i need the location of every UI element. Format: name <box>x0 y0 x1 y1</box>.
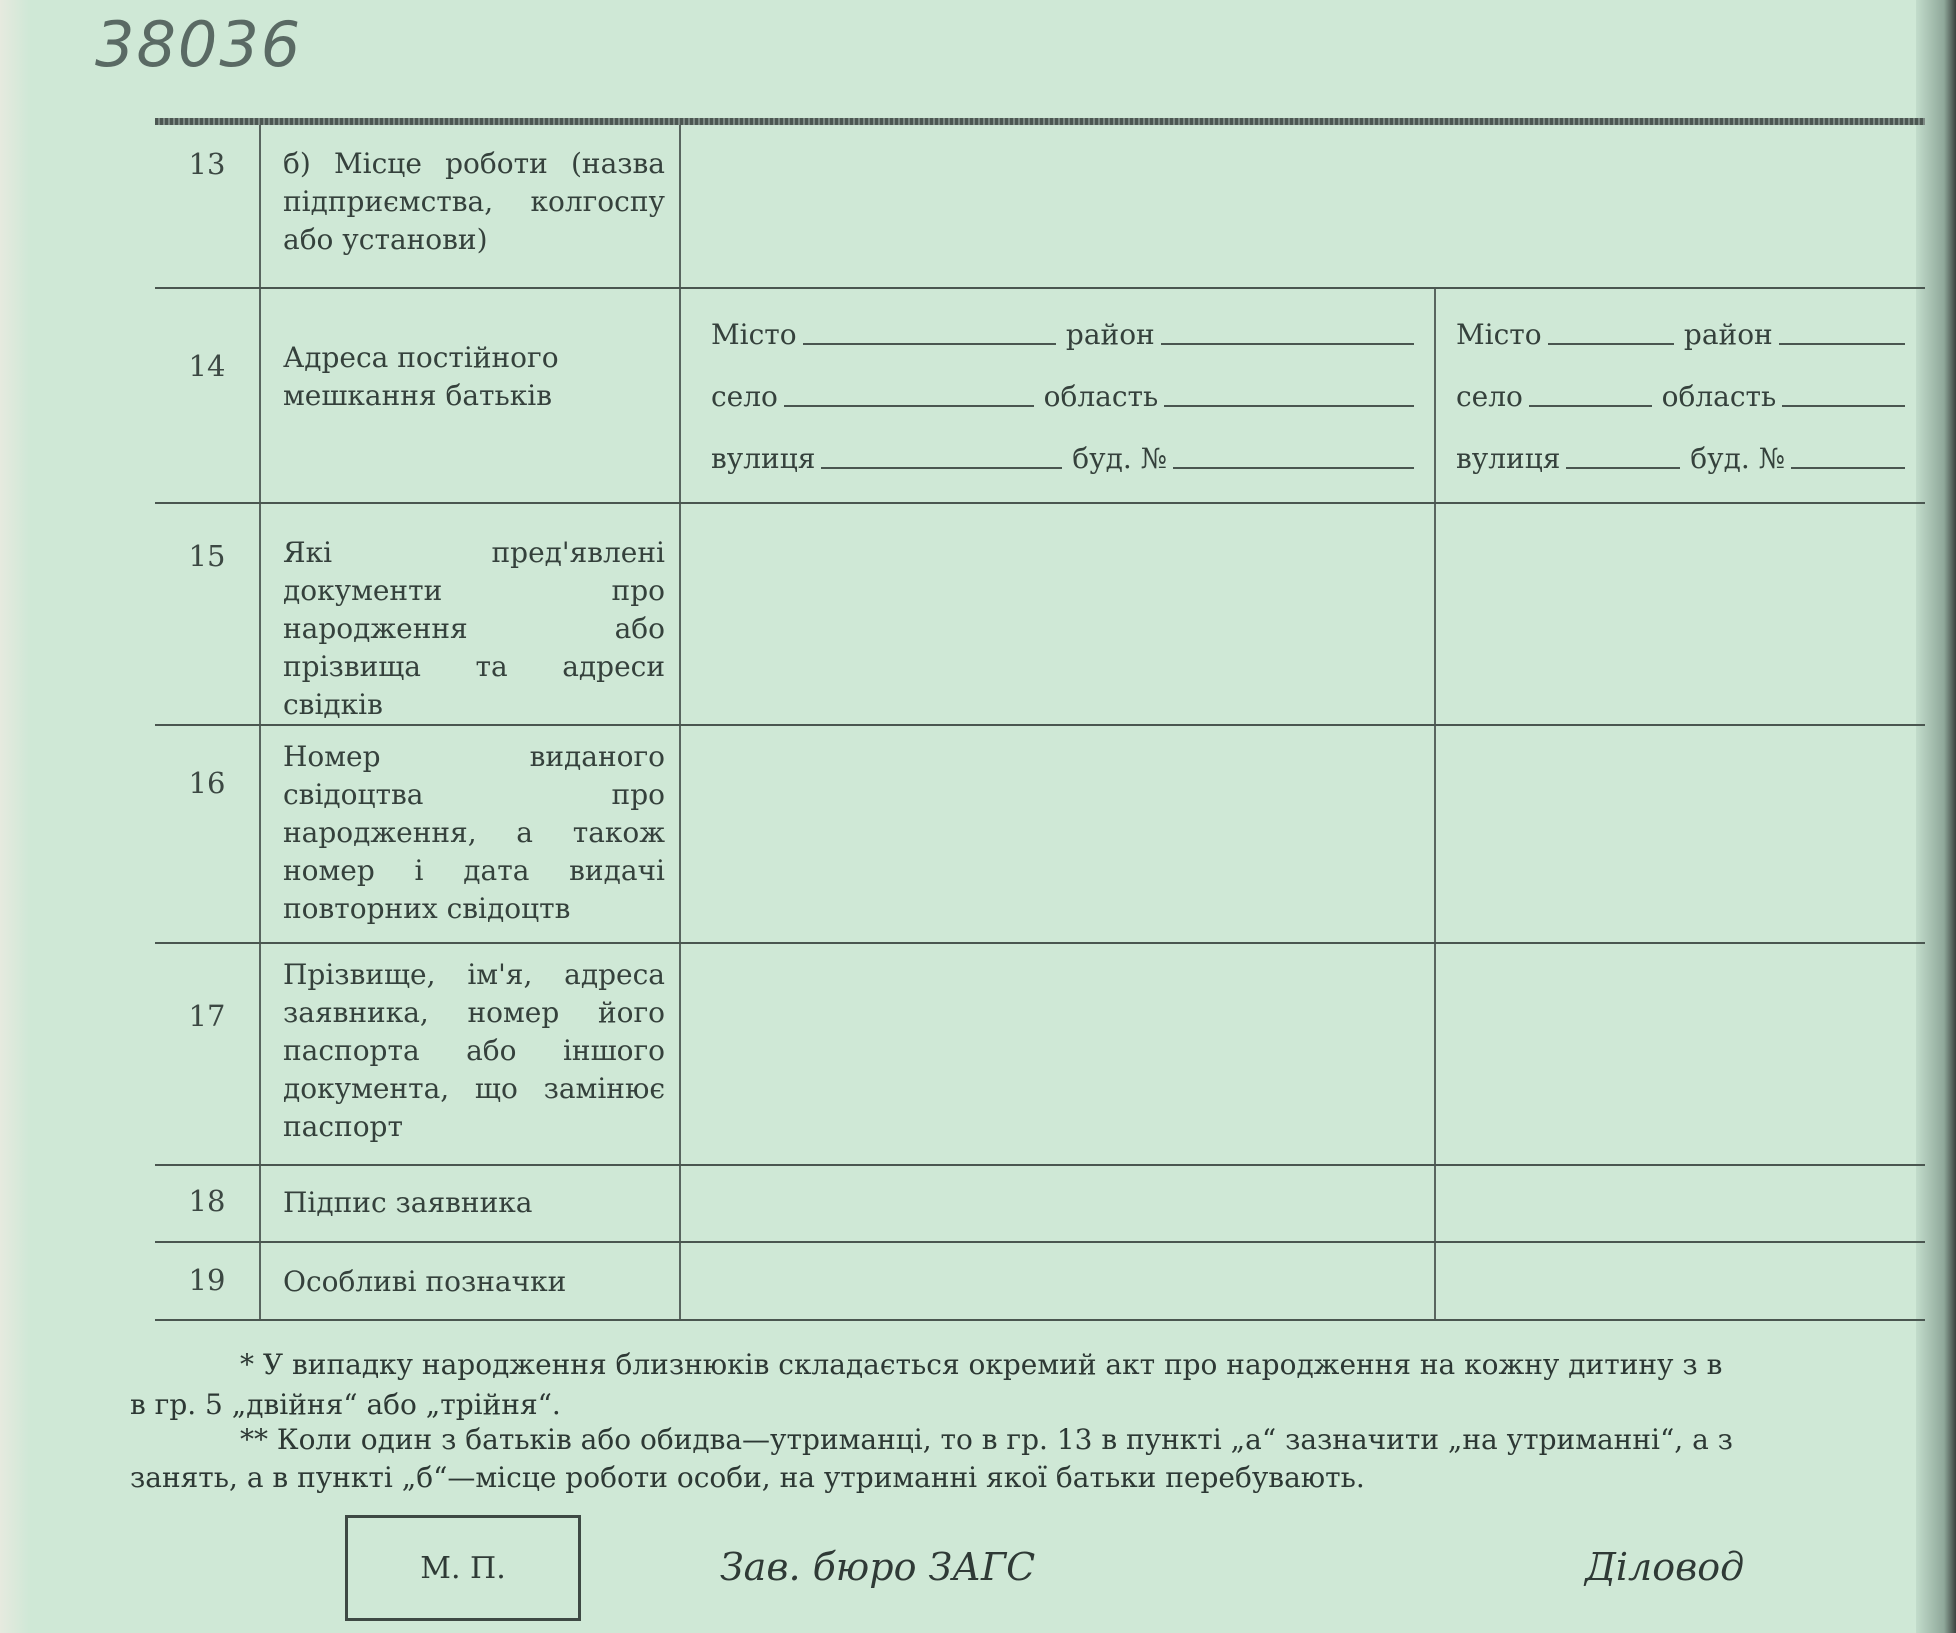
address-field-mother <box>1435 288 1925 503</box>
row-number: 18 <box>155 1165 260 1242</box>
row-field <box>680 943 1435 1165</box>
archive-number: 38036 <box>95 8 303 81</box>
seal-placeholder: М. П. <box>345 1515 581 1621</box>
row-field <box>680 503 1435 725</box>
row-label: Адреса постійного мешкання батьків <box>260 288 680 503</box>
address-line: вулиця буд. № <box>1456 413 1915 475</box>
head-signature-label: Зав. бюро ЗАГС <box>720 1545 1036 1589</box>
address-line: Місто район <box>1456 289 1915 351</box>
table-row <box>155 288 1925 503</box>
row-label: Прізвище, ім'я, адреса заявника, номер його паспорта або іншого документа, що замінює паспорт <box>260 943 680 1165</box>
row-label: Номер виданого свідоцтва про народження, а також номер і дата видачі повторних свідоцтв <box>260 725 680 943</box>
page-left-edge <box>0 0 30 1633</box>
address-line: село область <box>1456 351 1915 413</box>
address-line: село область <box>711 351 1424 413</box>
clerk-signature-label: Діловод <box>1585 1545 1745 1589</box>
address-line: вулиця буд. № <box>711 413 1424 475</box>
row-field <box>680 1165 1435 1242</box>
row-field <box>680 125 1925 288</box>
address-line: Місто район <box>711 289 1424 351</box>
row-field <box>680 1242 1435 1320</box>
row-label: б) Місце роботи (назва підприємства, колгоспу або установи) <box>260 125 680 288</box>
row-label: Підпис заявника <box>260 1165 680 1242</box>
footnote-1-line-2: в гр. 5 „двійня“ або „трійня“. <box>130 1388 561 1421</box>
table-row <box>155 1165 1925 1242</box>
row-field <box>1435 725 1925 943</box>
row-number: 19 <box>155 1242 260 1320</box>
row-label: Особливі позначки <box>260 1242 680 1320</box>
row-number: 15 <box>155 503 260 725</box>
footnote-1-line-1: * У випадку народження близнюків складається окремий акт про народження на кожну дитину з в <box>240 1348 1723 1381</box>
table-row <box>155 1242 1925 1320</box>
table-row <box>155 943 1925 1165</box>
footnote-2-line-1: ** Коли один з батьків або обидва—утриманці, то в гр. 13 в пункті „а“ зазначити „на утриманні“, а з <box>240 1423 1733 1456</box>
row-number: 14 <box>155 288 260 503</box>
registration-form-table <box>155 125 1925 1321</box>
row-field <box>1435 503 1925 725</box>
top-rule <box>155 118 1925 125</box>
row-field <box>1435 1165 1925 1242</box>
table-row <box>155 503 1925 725</box>
row-field <box>680 725 1435 943</box>
table-row <box>155 125 1925 288</box>
row-number: 16 <box>155 725 260 943</box>
address-field-father <box>680 288 1435 503</box>
row-label: Які пред'явлені документи про народження або прізвища та адреси свідків <box>260 503 680 725</box>
table-row <box>155 725 1925 943</box>
footnote-2-line-2: занять, а в пункті „б“—місце роботи особи, на утриманні якої батьки перебувають. <box>130 1461 1365 1494</box>
row-number: 17 <box>155 943 260 1165</box>
row-field <box>1435 943 1925 1165</box>
row-field <box>1435 1242 1925 1320</box>
row-number: 13 <box>155 125 260 288</box>
